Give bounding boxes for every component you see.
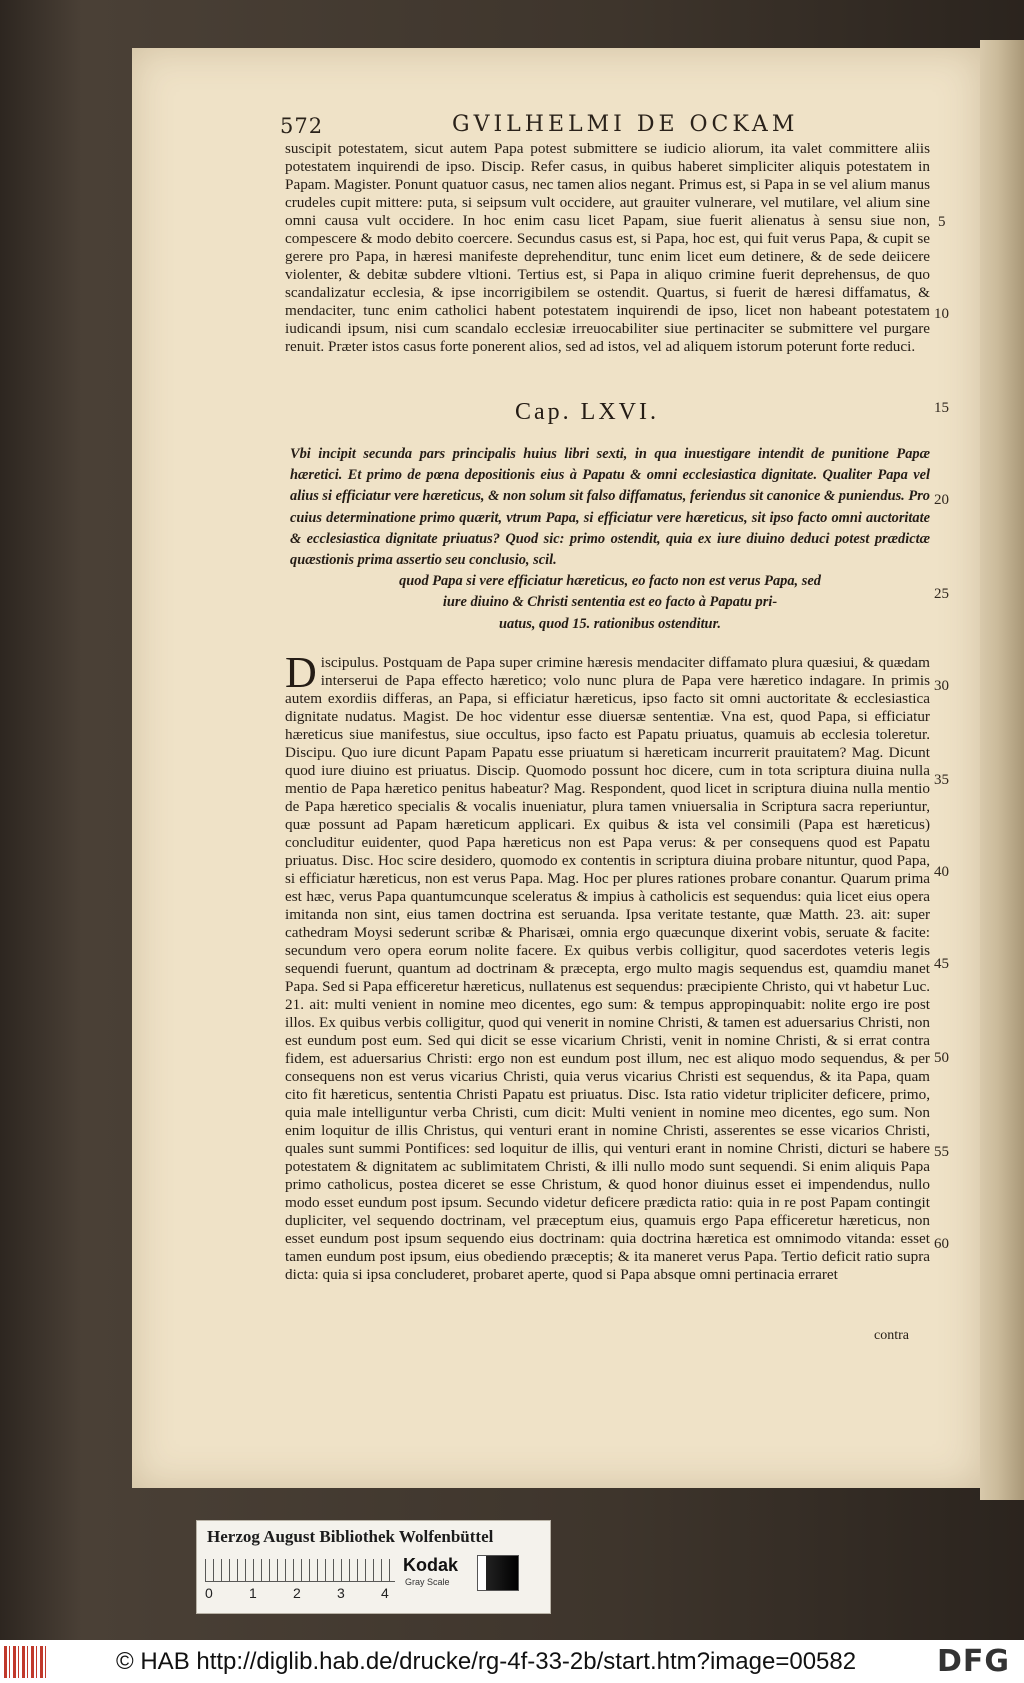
main-text: iscipulus. Postquam de Papa super crimine hæresis mendaciter diffamato plura quæsiui, & quædam interserui de Papa effecto hæretico; volo nunc plura de Papa vere hæretico indagare. In primis autem exordiis differas, an Papa, si efficiatur hæreticus, ipso facto sit omni auctoritate & ecclesiastica dignitate nudatus. Magist. De hoc videntur esse diuersæ sententiæ. Vna est, quod Papa, si efficiatur hæreticus siue manifestus, siue occultus, ipso facto est Papatu priuatus, quamuis ab ecclesia toleretur. Discipu. Quo iure dicunt Papam Papatu esse priuatum si hæreticam incurrerit prauitatem? Mag. Dicunt quod iure diuino est priuatus. Discip. Quomodo possunt hoc dicere, cum in tota scriptura diuina nulla mentio de Papa hæretico penitus habeatur? Mag. Respondent, quod licet in scriptura diuina nulla mentio de Papa hæretico specialis & vocalis inueniatur, plura tamen vniuersalia in Scriptura sacra reperiuntur, quæ possunt ad Papam hæreticum applicari. Ex quibus & ista vel consimili (Papa est hæreticus) concluditur euidenter, quod Papa hæreticus non est Papa verus: & per consequens quod est Papatu priuatus. Disc. Hoc scire desidero, quomodo ex contentis in scriptura diuina probare nituntur, quod Papa, si efficiatur hæreticus, non est verus Papa. Mag. Hoc per plures rationes probare conantur. Quarum prima est hæc, verus Papa quantumcunque sceleratus & impius à catholicis est sequendus: quia licet eius opera imitanda non sint, eius tamen doctrina est seruanda. Ipsa veritate testante, quæ Matth. 23. ait: super cathedram Moysi sederunt scribæ & Pharisæi, omnia ergo quæcunque dixerint vobis, seruate & facite: secundum vero opera eorum nolite facere. Ex quibus verbis colligitur, quod sacerdotes veteris legis sequendi fuerunt, quantum ad doctrinam & præcepta, ergo multo magis sequendus est, quamdiu manet Papa. Sed si Papa efficeretur hæreticus, nullatenus est sequendus: præcipiente Christo, qui vt habetur Luc. 21. ait: multi venient in nomine meo dicentes, ego sum: & tempus appropinquabit: nolite ergo ire post illos. Ex quibus verbis colligitur, quod qui venerit in nomine Christi, & tamen est aduersarius Christi, non est eundum post eum. Sed qui dicit se esse vicarium Christi, venit in nomine Christi, & si errat contra fidem, est aduersarius Christi: ergo non est eundum post illum, nec est aliquo modo sequendus, & per consequens non est verus vicarius Christi, quia verus vicarius Christi est sequendus, & ita Papa, quam cito fit hæreticus, sententia Christi Papatu est priuatus. Disc. Ista ratio videtur tripliciter deficere, primo, quia male intelliguntur verba Christi, cum dicit: Multi venient in nomine meo dicentes, ego sum. Non enim loquitur de illis Christus, qui venturi erant in nomine Christi, asserentes se esse vicarios Christi, quales sunt summi Pontifices: sed loquitur de illis, qui venturi erant in nomine Christi, dicturi se habere potestatem & dignitatem ac sublimitatem Christi, & illi nullo modo sunt sequendi. Si enim aliquis Papa primo catholicus, postea diceret se esse Christum, & quod honor diuinus esset ei impendendus, nullo modo esset eundum post ipsum. Secundo videtur deficere prædicta ratio: quia in re post Papam contingit dupliciter, vel sequendo doctrinam, vel præceptum eius, quamuis ergo Papa efficeretur hæreticus, non esset eundum post ipsum sequendo eius doctrinam: quia doctrina hæretica est omnimodo vitanda: esset tamen eundum post ipsum, eius obediendo præceptis; & ita maneret verus Papa. Tertio deficit ratio supra dicta: quia si ipsa concluderet, probaret aperte, quod si Papa absque omni pertinacia erraret bbox=[285, 654, 930, 1283]
gray-scale-patch bbox=[477, 1555, 519, 1591]
drop-cap: D bbox=[285, 654, 317, 697]
summary-line-1: quod Papa si vere efficiatur hæreticus, eo facto non est verus Papa, sed bbox=[399, 573, 821, 590]
facing-page-edge bbox=[980, 40, 1024, 1500]
top-paragraph bbox=[285, 140, 930, 390]
chapter-summary bbox=[290, 444, 930, 635]
ruler-number: 3 bbox=[337, 1585, 345, 1601]
catchword: contra bbox=[874, 1328, 909, 1343]
page-number: 572 bbox=[280, 114, 324, 138]
kodak-logo: Kodak bbox=[403, 1555, 459, 1575]
line-number: 30 bbox=[934, 678, 949, 694]
line-number: 15 bbox=[934, 400, 949, 416]
summary-line-3: uatus, quod 15. rationibus ostenditur. bbox=[499, 615, 721, 632]
running-head bbox=[150, 108, 950, 142]
line-number: 45 bbox=[934, 956, 949, 972]
kodak-subtitle: Gray Scale bbox=[405, 1577, 450, 1587]
main-paragraph bbox=[285, 654, 930, 1324]
dfg-logo: DFG bbox=[936, 1644, 1010, 1679]
line-number: 20 bbox=[934, 492, 949, 508]
ruler-number: 2 bbox=[293, 1585, 301, 1601]
summary-line-0: Vbi incipit secunda pars principalis huius libri sexti, in qua inuestigare intendit de punitione Papæ hæretici. Et primo de pœna depositionis eius à Papatu & omni ecclesiastica dignitate. Qualiter Papa vel alius si efficiatur vere hæreticus, & non solum sit falso diffamatus, feriendus sit canonice & puniendus. Pro cuius determinatione primo quærit, vtrum Papa, si efficiatur vere hæreticus, sit ipso facto omni auctoritate & ecclesiastica dignitate priuatus? Quod sic: primo ostendit, quia ex iure diuino deduci potest prædictæ quæstionis prima assertio seu conclusio, scil. bbox=[290, 446, 930, 569]
ruler-number: 4 bbox=[381, 1585, 389, 1601]
barcode-icon bbox=[4, 1646, 48, 1678]
line-number: 25 bbox=[934, 586, 949, 602]
line-number: 10 bbox=[934, 306, 949, 322]
footer-bar bbox=[0, 1640, 1024, 1683]
library-name: Herzog August Bibliothek Wolfenbüttel bbox=[207, 1527, 494, 1546]
ruler-number: 0 bbox=[205, 1585, 213, 1601]
line-number: 55 bbox=[934, 1144, 949, 1160]
line-number: 35 bbox=[934, 772, 949, 788]
line-number: 40 bbox=[934, 864, 949, 880]
ruler-number: 1 bbox=[249, 1585, 257, 1601]
top-paragraph-text: suscipit potestatem, sicut autem Papa potest submittere se iudicio aliorum, ita valet committere aliis potestatem inquirendi de ipso. Discip. Refer casus, in quibus haberet simpliciter aliquis potestatem in Papam. Magister. Ponunt quatuor casus, nec tamen alios negant. Primus est, si Papa in se vel alium manus crudeles cupit mittere: puta, si seipsum vult occidere, aut grauiter vulnerare, vel mutilare, vel alium sine omni causa vult occidere. In hoc enim casu licet Papam, siue fuerit alienatus à sensu siue non, compescere & modo debito coercere. Secundus casus est, si Papa, hoc est, qui fuit verus Papa, & cupit se gerere pro Papa, in hæresi manifeste deprehenditur, tunc enim licet eum detinere, & de sede deiicere violenter, & debitæ subdere vltioni. Tertius est, si Papa in aliquo crimine fuerit deprehensus, de quo scandalizatur ecclesia, & ipse incorrigibilem se ostendit. Quartus, si fuerit de hæresi diffamatus, & mendaciter, tunc enim catholici habent potestatem inquirendi de ipso, licet non habeant potestatem iudicandi ipsum, nisi cum scandalo ecclesiæ irreuocabiliter siue pertinaciter se submittere vel purgare renuit. Præter istos casus forte ponerent alios, sed ad istos, vel ad aliquem istorum poterunt forte reduci. bbox=[285, 140, 930, 355]
scale-ruler bbox=[205, 1559, 395, 1582]
line-number: 5 bbox=[938, 214, 946, 230]
library-label-card bbox=[196, 1520, 551, 1614]
line-number: 60 bbox=[934, 1236, 949, 1252]
line-number: 50 bbox=[934, 1050, 949, 1066]
running-title: GVILHELMI DE OCKAM bbox=[452, 112, 799, 137]
main-paragraph-text bbox=[285, 654, 930, 1284]
summary-line-2: iure diuino & Christi sententia est eo facto à Papatu pri- bbox=[442, 594, 778, 611]
copyright-link[interactable]: © HAB http://diglib.hab.de/drucke/rg-4f-33-2b/start.htm?image=00582 bbox=[116, 1648, 857, 1675]
chapter-title: Cap. LXVI. bbox=[515, 399, 659, 425]
